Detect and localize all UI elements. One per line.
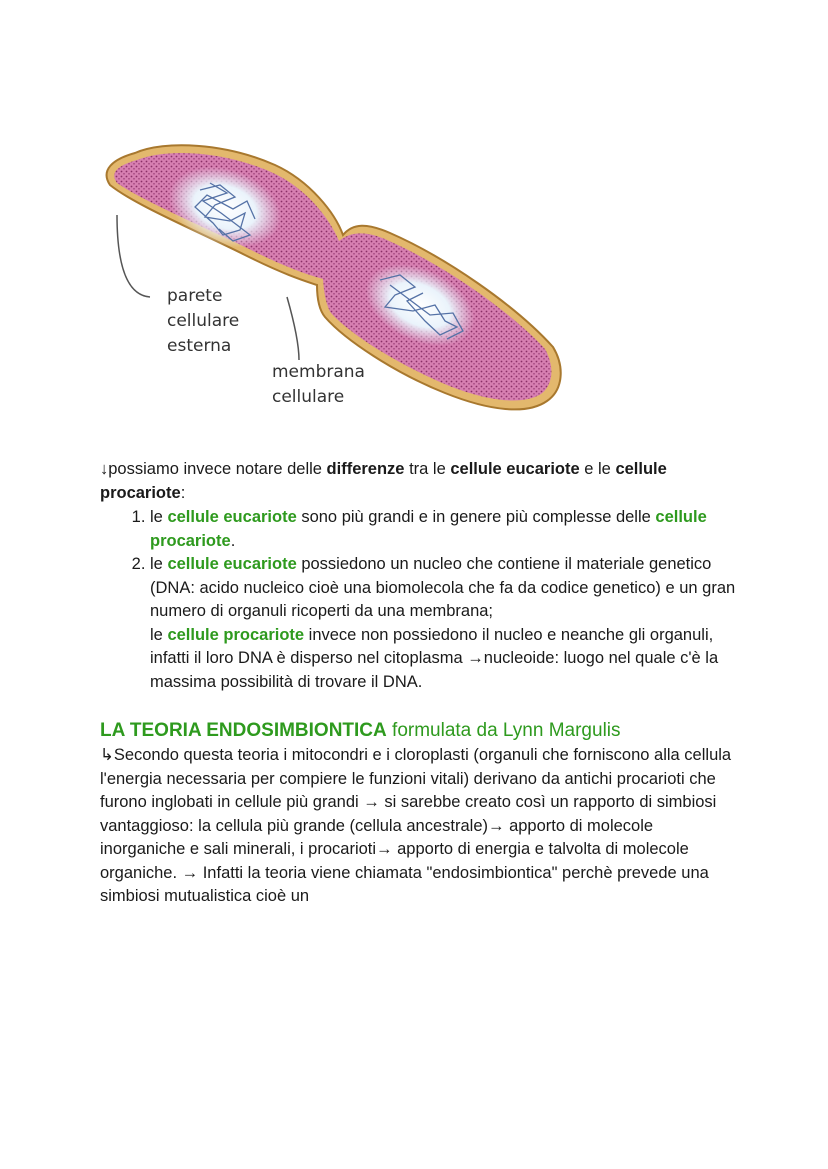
wall-leader-line	[117, 215, 150, 297]
list-item: 2. le cellule eucariote possiedono un nucleo che contiene il materiale genetico (DNA: acido nucleico cioè una biomolecola che fa da codice genetico) e un gran numero di organuli ricoperti da una membrana; le cellule procariote invece non possiedono il nucleo e neanche gli organuli, infatti il loro DNA è disperso nel citoplasma →nucleoide: luogo nel quale c'è la massima possibilità di trovare il DNA.	[150, 553, 740, 694]
cell-wall-label-line: parete	[167, 286, 223, 306]
section-body: ↳Secondo questa teoria i mitocondri e i cloroplasti (organuli che forniscono alla cellula l'energia necessaria per compiere le funzioni vitali) derivano da antichi procarioti che furono inglobati in cellule più grandi → si sarebbe creato così un rapporto di simbiosi vantaggioso: la cellula più grande (cellula ancestrale)→ apporto di molecole inorganiche e sali minerali, i procarioti→ apporto di energia e talvolta di molecole organiche. → Infatti la teoria viene chiamata "endosimbiontica" perchè prevede una simbiosi mutualistica cioè un	[100, 746, 732, 905]
membrane-label	[272, 360, 365, 410]
section-title: LA TEORIA ENDOSIMBIONTICA formulata da Lynn Margulis	[100, 720, 621, 741]
cell-wall-label-line: esterna	[167, 336, 232, 356]
cell-division-figure	[95, 135, 565, 425]
list-item: 1. le cellule eucariote sono più grandi e in genere più complesse delle cellule procariote.	[150, 506, 740, 553]
down-arrow-icon: ↓	[100, 460, 109, 478]
membrane-leader-line	[287, 297, 299, 360]
intro-paragraph: ↓possiamo invece notare delle differenze tra le cellule eucariote e le cellule procariote:	[100, 460, 667, 502]
cell-wall-label-line: cellulare	[167, 311, 240, 331]
differences-list	[100, 506, 740, 694]
membrane-label-line: cellulare	[272, 387, 345, 407]
cell-wall-label	[167, 284, 239, 359]
notes-content	[100, 458, 740, 909]
return-arrow-icon: ↳	[100, 746, 114, 764]
membrane-label-line: membrana	[272, 362, 365, 382]
